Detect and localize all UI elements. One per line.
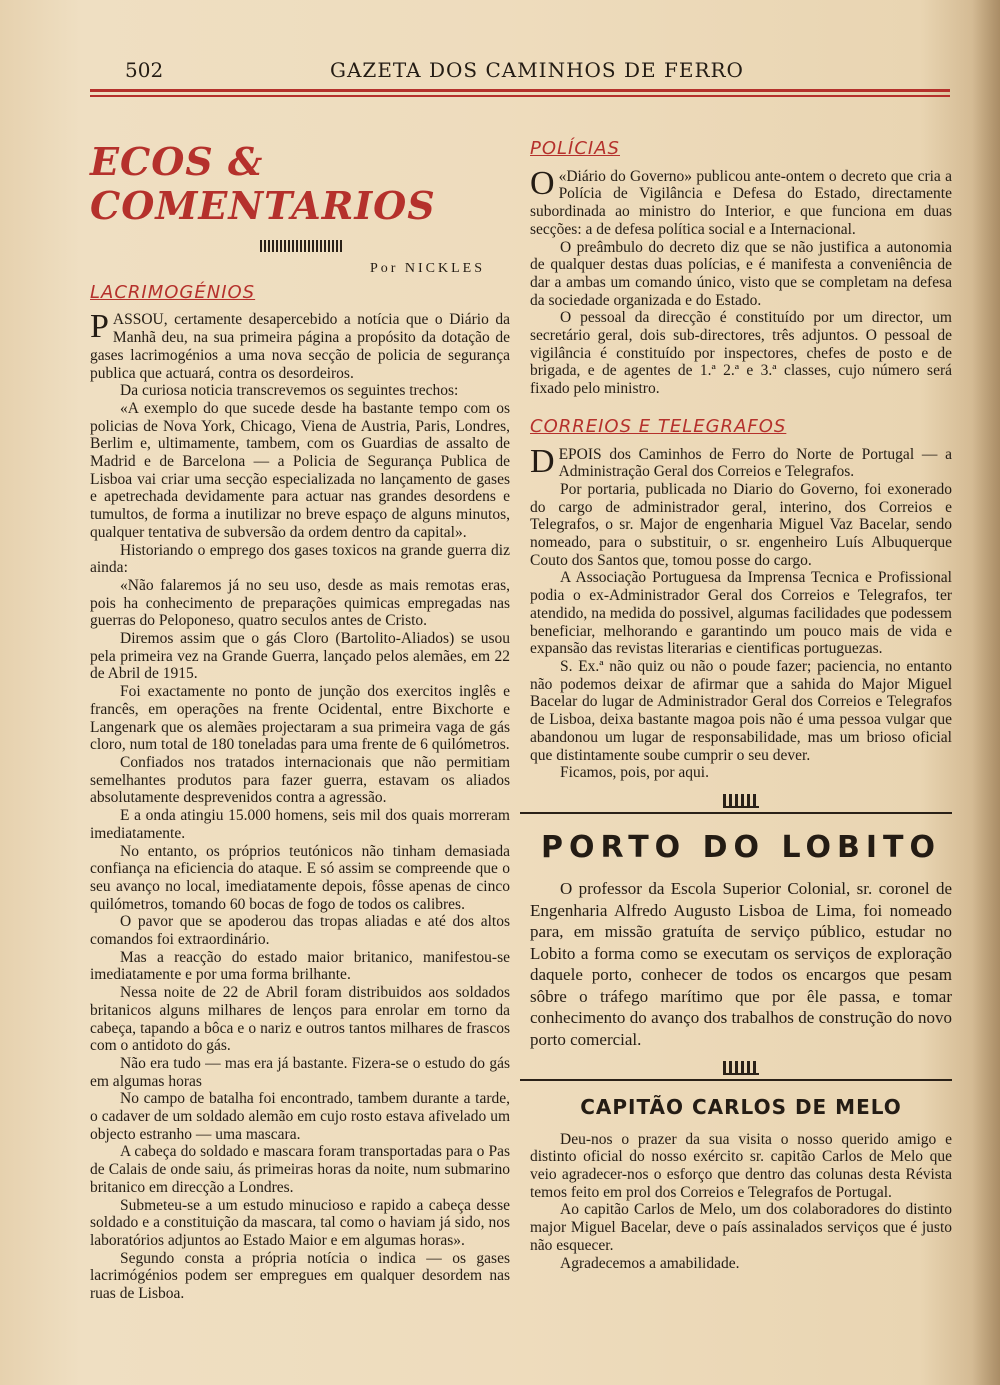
- paragraph: O pavor que se apoderou das tropas aliadas e até dos altos comandos foi extraordinário.: [90, 913, 510, 949]
- paragraph: Confiados nos tratados internacionais que não permitiam semelhantes produtos para fazer guerra, estavam os aliados absolutamente desprevenidos contra a agressão.: [90, 753, 510, 807]
- paragraph: Mas a reacção do estado maior britanico, manifestou-se imediatamente e por uma forma brilhante.: [90, 948, 510, 984]
- paragraph: PASSOU, certamente desapercebido a notícia que o Diário da Manhã deu, na sua primeira página a propósito da dotação de gases lacrimogénios a uma nova secção de policia de segurança publica que actuará, contra os desordeiros.: [90, 308, 510, 382]
- paragraph: S. Ex.ª não quiz ou não o poude fazer; paciencia, no entanto não podemos deixar de afirmar que a sahida do Major Miguel Bacelar do lugar de Administrador Geral dos Correios e Telegrafos de Lisboa, deixa bastante magoa pois não é uma pessoa vulgar que abandonou um lugar de responsabilidade, mas um brioso oficial que distintamente soube cumprir o seu dever.: [530, 657, 952, 764]
- paragraph: DEPOIS dos Caminhos de Ferro do Norte de Portugal — a Administração Geral dos Correios e Telegrafos.: [530, 442, 952, 481]
- section-divider: [520, 812, 952, 814]
- publication-title: GAZETA DOS CAMINHOS DE FERRO: [330, 58, 744, 82]
- drop-cap: D: [530, 442, 555, 480]
- section-divider: [520, 1079, 952, 1081]
- paragraph: Ao capitão Carlos de Melo, um dos colaboradores do distinto major Miguel Bacelar, deve o país assinalados serviços que é justo não esquecer.: [530, 1201, 952, 1254]
- drop-cap: P: [90, 308, 109, 346]
- byline: Por NICKLES: [369, 261, 485, 276]
- paragraph: Não era tudo — mas era já bastante. Fizera-se o estudo do gás em algumas horas: [90, 1054, 510, 1090]
- paragraph: Por portaria, publicada no Diario do Governo, foi exonerado do cargo de administrador geral, interino, dos Correios e Telegrafos, o sr. Major de engenharia Miguel Vaz Bacelar, sendo nomeado, para o substituir, o sr. engenheiro Luís Albuquerque Couto dos Santos que, tomou posse do cargo.: [530, 480, 952, 569]
- left-column: [90, 140, 510, 1303]
- paragraph: Nessa noite de 22 de Abril foram distribuidos aos soldados britanicos alguns milhares de lenços para enrolar em torno da cabeça, tapando a bôca e o nariz e outros tantos milhares de frascos com o antidoto do gás.: [90, 984, 510, 1055]
- page-number: 502: [125, 58, 164, 82]
- paragraph: E a onda atingiu 15.000 homens, seis mil dos quais morreram imediatamente.: [90, 807, 510, 842]
- title-ornament: [260, 240, 344, 252]
- paragraph: «A exemplo do que sucede desde ha bastante tempo com os policias de Nova York, Chicago, Viena de Austria, Paris, Londres, Berlim e, ultimamente, tambem, com os Guardias de assalto de Madrid e de Barcelona — a Policia de Segurança Publica de Lisboa vai criar uma secção especializada no lançamento de gases e apetrechada devidamente para actuar nas grandes desordens e tumultos, de forma a inutilizar no breve espaço de alguns minutos, qualquer tentativa de subversão da ordem dentro da capital».: [90, 399, 510, 541]
- section-heading-lobito: PORTO DO LOBITO: [540, 829, 942, 865]
- train-ornament-icon: [723, 794, 759, 808]
- train-ornament-icon: [723, 1061, 759, 1075]
- drop-cap: O: [530, 164, 555, 202]
- paragraph: Historiando o emprego dos gases toxicos na grande guerra diz ainda:: [90, 541, 510, 577]
- right-column: [530, 140, 952, 1272]
- section-heading-melo: CAPITÃO CARLOS DE MELO: [580, 1094, 902, 1119]
- paragraph: Foi exactamente no ponto de junção dos exercitos inglês e francês, em operações na frente Ocidental, entre Bixchorte e Langenark que os alemães projectaram a sua primeira vaga de gás cloro, num total de 180 toneladas para uma frente de 6 quilómetros.: [90, 683, 510, 754]
- paragraph: «Não falaremos já no seu uso, desde as mais remotas eras, pois ha conhecimento de preparações quimicas empregadas nas guerras do Peloponeso, quatro seculos antes de Cristo.: [90, 576, 510, 630]
- paragraph: A Associação Portuguesa da Imprensa Tecnica e Profissional podia o ex-Administrador Geral dos Correios e Telegrafos, ter atendido, na medida do possivel, algumas facilidades que podessem beneficiar, melhorando e garantindo um pouco mais de vida e expansão das revistas literarias e cientificas portuguezas.: [530, 569, 952, 658]
- section-heading-correios: CORREIOS E TELEGRAFOS: [530, 415, 787, 437]
- paragraph: Ficamos, pois, por aqui.: [560, 764, 709, 782]
- section-heading-policias: POLÍCIAS: [530, 138, 620, 159]
- page-header: [90, 56, 950, 86]
- paragraph: O pessoal da direcção é constituído por um director, um secretário geral, dois sub-directores, três adjuntos. O pessoal de vigilância é constituído por inspectores, chefes de posto e de brigada, e de agentes de 1.ª 2.ª e 3.ª classes, cujo número será fixado pelo ministro.: [530, 309, 952, 398]
- paragraph: Segundo consta a própria notícia o indica — os gases lacrimógénios podem ser empregues em qualquer desordem nas ruas de Lisboa.: [90, 1249, 510, 1303]
- paragraph: No campo de batalha foi encontrado, tambem durante a tarde, o cadaver de um soldado alemão em cujo rosto estava afivelado um objecto estranho — uma mascara.: [90, 1090, 510, 1143]
- header-rule-secondary: [90, 95, 950, 97]
- paragraph: O professor da Escola Superior Colonial, sr. coronel de Engenharia Alfredo Augusto Lisboa de Lima, foi nomeado para, em missão gratuíta de serviço público, estudar no Lobito a forma como se executam os serviços de exploração daquele porto, conhecer de todos os encargos que pesam sôbre o tráfego marítimo que por êle passa, e tomar conhecimento do avanço dos trabalhos de construção do novo porto comercial.: [530, 878, 952, 1050]
- paragraph: Agradecemos a amabilidade.: [560, 1254, 740, 1272]
- header-rule: [90, 89, 950, 92]
- paragraph: O preâmbulo do decreto diz que se não justifica a autonomia de qualquer destas duas polícias, e é manifesta a conveniência de dar a ambas um comando único, visto que se completam na defesa da sociedade organizada e do Estado.: [530, 238, 952, 309]
- section-heading-lacrimogenios: LACRIMOGÉNIOS: [90, 281, 256, 303]
- paragraph: No entanto, os próprios teutónicos não tinham demasiada confiança na eficiencia do ataque. E só assim se compreende que o seu avanço no local, imediatamente depois, fôsse apenas de cinco quilómetros, tomando 60 bocas de fogo de todos os calibres.: [90, 842, 510, 913]
- paragraph: Deu-nos o prazer da sua visita o nosso querido amigo e distinto oficial do nosso exército sr. capitão Carlos de Melo que veio agradecer-nos o esforço que dentro das colunas desta Révista temos feito em prol dos Correios e Telegrafos de Portugal.: [530, 1130, 952, 1201]
- paragraph: Submeteu-se a um estudo minucioso e rapido a cabeça desse soldado e a constituição da mascara, tal como o haviam já sido, nos laboratórios adjuntos ao Estado Maior e em algumas horas».: [90, 1196, 510, 1249]
- paragraph: O «Diário do Governo» publicou ante-ontem o decreto que cria a Polícia de Vigilância e Defesa do Estado, directamente subordinada ao ministro do Interior, e que funciona em duas secções: a de defesa política social e a Internacional.: [530, 164, 952, 238]
- paragraph: Diremos assim que o gás Cloro (Bartolito-Aliados) se usou pela primeira vez na Grande Guerra, lançado pelos alemães, em 22 de Abril de 1915.: [90, 630, 510, 683]
- article-title: ECOS & COMENTARIOS: [90, 139, 436, 228]
- paragraph: A cabeça do soldado e mascara foram transportadas para o Pas de Calais de onde saiu, ás primeiras horas da noite, num submarino britanico em direcção a Londres.: [90, 1143, 510, 1196]
- paragraph: Da curiosa noticia transcrevemos os seguintes trechos:: [120, 382, 459, 400]
